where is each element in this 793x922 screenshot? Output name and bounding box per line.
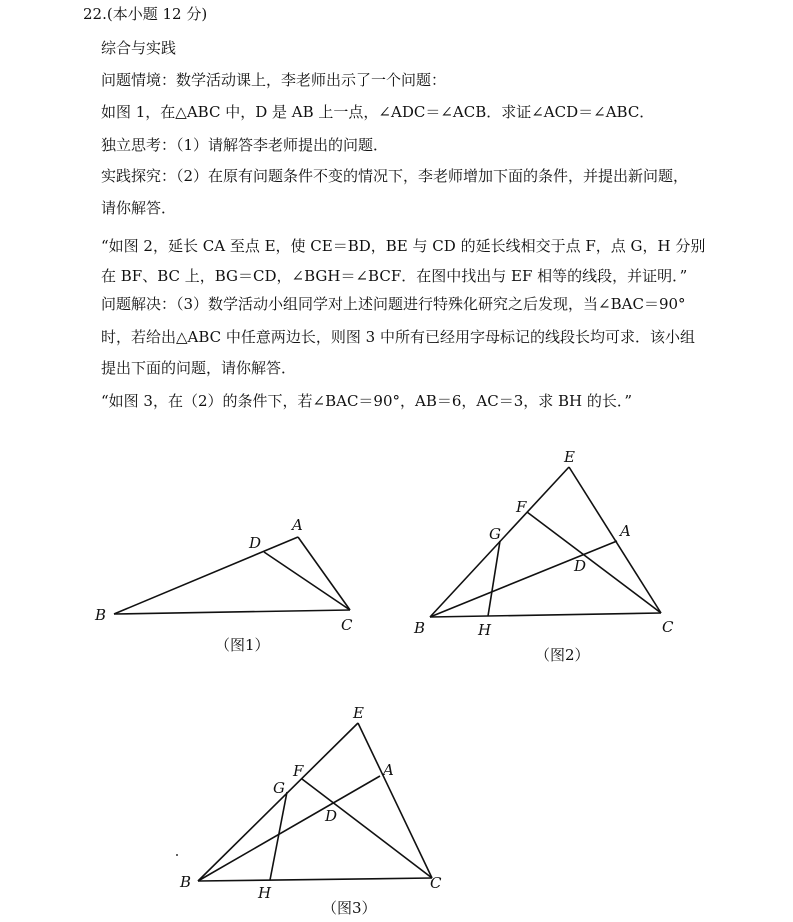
segment-fc [302,779,432,878]
label-d: D [325,807,338,825]
segment-ec [569,467,661,613]
problem-line: 问题解决：（3）数学活动小组同学对上述问题进行特殊化研究之后发现，当∠BAC＝90° [101,295,686,313]
label-b: B [95,606,107,624]
label-h: H [258,884,272,902]
problem-line: 如图 1，在△ABC 中，D 是 AB 上一点，∠ADC＝∠ACB．求证∠ACD＝∠ABC． [101,103,655,121]
segment-bc [430,613,661,617]
segment-ba [114,537,298,614]
label-b: B [180,873,192,891]
segment-ec [358,723,432,878]
problem-line: “如图 3，在（2）的条件下，若∠BAC＝90°，AB＝6，AC＝3，求 BH 的长．” [101,392,633,410]
section-title: 综合与实践 [101,39,177,57]
label-g: G [489,525,501,543]
problem-line: 提出下面的问题，请你解答． [101,359,297,377]
figure-1 [94,516,353,654]
figure-3-caption: （图3） [322,899,377,917]
segment-gh [270,792,287,880]
segment-ba [430,541,617,617]
segment-cd [264,552,350,610]
segment-fc [527,512,661,613]
problem-line: “如图 2，延长 CA 至点 E，使 CE＝BD，BE 与 CD 的延长线相交于点 F，点 G，H 分别 [101,237,706,255]
figure-3 [179,704,442,917]
segment-bc [198,878,432,881]
problem-line: 时，若给出△ABC 中任意两边长，则图 3 中所有已经用字母标记的线段长均可求．该小组 [101,328,695,346]
segment-bc [114,610,350,614]
label-f: F [516,498,527,516]
label-e: E [564,448,575,466]
problem-line: 实践探究：（2）在原有问题条件不变的情况下，李老师增加下面的条件，并提出新问题， [101,167,689,185]
problem-line: 在 BF、BC 上，BG＝CD，∠BGH＝∠BCF．在图中找出与 EF 相等的线段，并证明．” [101,267,688,285]
label-e: E [353,704,364,722]
label-b: B [414,619,426,637]
problem-line: 请你解答． [101,199,177,217]
label-a: A [383,761,394,779]
label-c: C [662,618,674,636]
label-d: D [249,534,262,552]
label-f: F [293,762,304,780]
label-h: H [478,621,492,639]
label-c: C [341,616,353,634]
stray-dot [176,854,178,856]
label-a: A [292,516,303,534]
problem-line: 问题情境：数学活动课上，李老师出示了一个问题： [101,71,447,89]
problem-line: 独立思考：（1）请解答李老师提出的问题． [101,136,389,154]
figure-2 [413,448,674,664]
label-a: A [620,522,631,540]
figure-2-caption: （图2） [535,646,590,664]
label-c: C [430,874,442,892]
problem-header: 22.(本小题 12 分) [83,5,208,23]
segment-ac [298,537,350,610]
label-g: G [273,779,285,797]
figure-1-caption: （图1） [215,636,270,654]
label-d: D [574,557,587,575]
